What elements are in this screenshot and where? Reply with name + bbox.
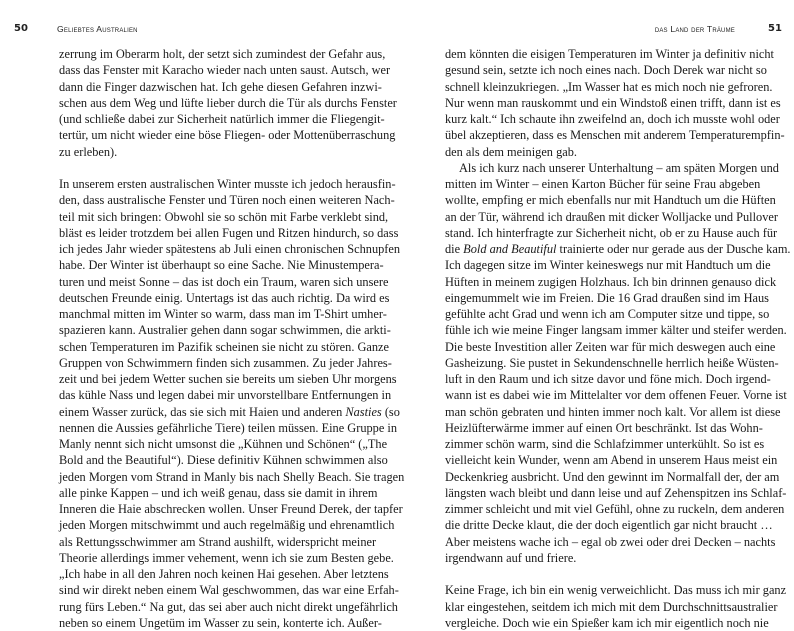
running-header: Geliebtes Australien [57,24,138,34]
text-line: zeit und bei jedem Wetter suchen sie bereits um sieben Uhr morgens [59,372,397,386]
text-line: einem Wasser zurück, das sie sich mit Haien und anderen Nasties (so [59,404,400,419]
text-line: nennen die Aussies gefährliche Tiere) teilen müssen. Eine Gruppe in [59,420,397,435]
paragraph-gap [59,160,349,176]
paragraph [445,46,785,160]
text-line: teil mit sich bringen: Obwohl sie so schön mit Farbe verklebt sind, [59,209,389,224]
text-line: Die beste Investition aller Zeiten war für mich deswegen auch eine [445,339,776,354]
text-line: Heizlüfterwärme immer auf einen Ort beschränkt. Ist das Wohn- [445,420,763,435]
text-line: neben so einem Ungetüm im Wasser zu sein, konterte ich. Außer- [59,615,382,630]
text-line: das kühle Nass und legen dabei mir unvorstellbare Entfernungen in [59,388,392,403]
text-line: habe. Der Winter ist überhaupt so eine Sache. Nie Minustempera- [59,258,384,273]
text-line: gefühlte acht Grad und wenn ich am Computer sitze und tippe, so [445,307,770,321]
text-line: schnell kleinzukriegen. „Im Wasser hat es mich noch nie gefroren. [445,79,773,94]
text-line: Ich dagegen sitze im Winter keineswegs nur mit Handtuch um die [445,258,771,273]
text-line: In unserem ersten australischen Winter musste ich jedoch herausfin- [59,177,396,191]
text-line: mitten im Winter – einen Karton Bücher für seine Frau abgeben [445,177,761,191]
text-line: Inneren die Haie abschrecken wollen. Unser Freund Derek, der tapfer [59,502,403,516]
text-line: tertür, um nicht wieder eine böse Fliegen- oder Mottenüberraschung [59,128,396,143]
text-line: vielleicht kein Wunder, wenn am Abend in unserem Haus meist ein [445,453,778,468]
text-line: die Bold and Beautiful trainierte oder nur gerade aus der Dusche kam. [445,242,791,256]
text-line: irgendwann auf und friere. [445,550,577,565]
page-number: 51 [768,23,782,34]
text-line: übel akzeptieren, dass es Menschen mit anderem Temperaturempfin- [445,128,785,143]
text-line: Aber meistens wache ich – egal ob zwei oder drei Decken – nachts [445,534,776,549]
text-line: klar eingestehen, seitdem ich mich mit dem Durchschnittsaustralier [445,599,778,614]
page-body [59,46,405,631]
text-line: zerrung im Oberarm holt, der setzt sich zumindest der Gefahr aus, [59,47,386,61]
page-body [445,46,791,631]
text-line: Manly nennt sich nicht umsonst die „Kühnen und Schönen“ („The [59,437,388,451]
text-line: gesund sein, setzte ich noch eines nach. Doch Derek war nicht so [445,63,767,78]
text-line: zu erleben). [59,144,118,159]
text-line: Theorie allerdings immer vehement, wenn ich sie zum Besten gebe. [59,550,394,565]
text-line: deutschen Freunde einig. Untertags ist das auch richtig. Da wird es [59,290,390,305]
text-line: kurz kalt.“ Ich schaute ihn zweifelnd an, doch ich musste wohl oder [445,112,780,126]
text-line: sind wir direkt neben einem Wal geschwommen, das war eine Erfah- [59,583,399,598]
text-line: fühle ich wie meine Finger langsam immer kälter und steifer werden. [445,323,787,338]
text-line: luft in den Raum und ich sitze davor und föne mich. Doch irgend- [445,372,771,386]
paragraph [59,46,397,160]
text-line: schen Temperaturen im Pazifik scheinen sie nicht zu stören. Ganze [59,339,390,354]
text-line: „Ich habe in all den Jahren noch keinen Hai gesehen. Aber letztens [59,567,389,581]
text-line: wann ist es dabei wie im Mittelalter vor dem offenen Feuer. Vorne ist [445,388,787,403]
text-line: Bold and the Beautiful“). Diese definitiv Kühnen schwimmen also [59,453,388,468]
text-line: längsten wach bleibt und dann leise und auf Zehenspitzen ins Schlaf- [445,485,787,500]
running-header: das Land der Träume [654,24,735,34]
text-line: turen und meist Sonne – das ist doch ein Traum, waren sich unsere [59,274,389,289]
text-line: Deckenkrieg ausbricht. Und den gewinnt im Normalfall der, der am [445,469,780,484]
text-line: jeden Morgen vom Strand in Manly bis nach Shelly Beach. Sie tragen [59,469,405,484]
page-number: 50 [14,23,28,34]
text-line: dann die Finger dazwischen hat. Ich gehe diesen Gefahren inzwi- [59,79,382,94]
text-line: Als ich kurz nach unserer Unterhaltung – am späten Morgen und [459,160,779,175]
text-line: alle pinke Kappen – und ich weiß genau, dass sie damit in ihrem [59,485,378,500]
text-line: ich jedes Jahr wieder spätestens ab Juli einen chronischen Schnupfen [59,242,401,256]
text-line: als Rettungsschwimmer am Strand aushilft, widerspricht meiner [59,534,377,549]
text-line: Nur wenn man rauskommt und ein Windstoß einen trifft, dann ist es [445,95,781,110]
text-line: Hüften in meinem zugigen Holzhaus. Ich bin drinnen genauso dick [445,274,777,289]
text-line: eingemummelt wie im Freien. Die 16 Grad draußen sind im Haus [445,290,769,305]
text-line: schen aus dem Weg und lüfte lieber durch die Tür als durchs Fenster [59,95,397,110]
text-line: Keine Frage, ich bin ein wenig verweichlicht. Das muss ich mir ganz [445,583,787,598]
text-line: jeden Morgen mitschwimmt und auch regelmäßig und ehrenamtlich [59,518,395,533]
paragraph [445,582,787,631]
paragraph [59,176,405,631]
text-line: wollte, empfing er mich ebenfalls nur mit Handtuch um die Hüften [445,193,776,208]
text-line: bläst es leider trotzdem bei allen Fugen und Ritzen hindurch, so dass [59,225,399,240]
text-line: man schön gebraten und hinten immer noch kalt. Vor allem ist diese [445,404,781,419]
text-line: zimmer schön warm, sind die Schlafzimmer unterkühlt. So ist es [445,437,765,451]
text-line: rung fürs Leben.“ Na gut, das sei aber auch nicht direkt ungefährlich [59,599,398,614]
text-line: spazieren kann. Australier gehen dann sogar schwimmen, die arkti- [59,323,391,338]
text-line: manchmal mitten im Winter so warm, dass man im T-Shirt umher- [59,307,387,321]
text-line: den, dass australische Fenster und Türen noch einen weiteren Nach- [59,193,395,208]
paragraph [445,160,791,566]
paragraph-gap [445,566,735,582]
text-line: zimmer schleicht und mit viel Gefühl, ohne zu ruckeln, dem anderen [445,502,785,516]
text-line: Gruppen von Schwimmern finden sich zusammen. Zu jeder Jahres- [59,355,392,370]
text-line: dass das Fenster mit Karacho wieder nach unten saust. Autsch, wer [59,63,391,78]
text-line: die dritte Decke klaut, die der doch eigentlich gar nicht braucht … [445,518,773,533]
text-line: (und schließe dabei zur Sicherheit natürlich immer die Fliegengit- [59,112,385,126]
text-line: den als dem meinigen gab. [445,144,577,159]
right-page [397,0,794,630]
text-line: Gasheizung. Sie pustet in Sekundenschnelle herrlich heiße Wüsten- [445,355,779,370]
text-line: dem könnten die eisigen Temperaturen im Winter ja definitiv nicht [445,47,774,61]
text-line: an der Tür, während ich draußen mit dicker Wolljacke und Pullover [445,209,778,224]
text-line: stand. Ich hinterfragte zur Sicherheit nicht, ob er zu Hause auch für [445,225,778,240]
text-line: vergleiche. Doch wie ein Spießer kam ich mir eigentlich noch nie [445,615,769,630]
